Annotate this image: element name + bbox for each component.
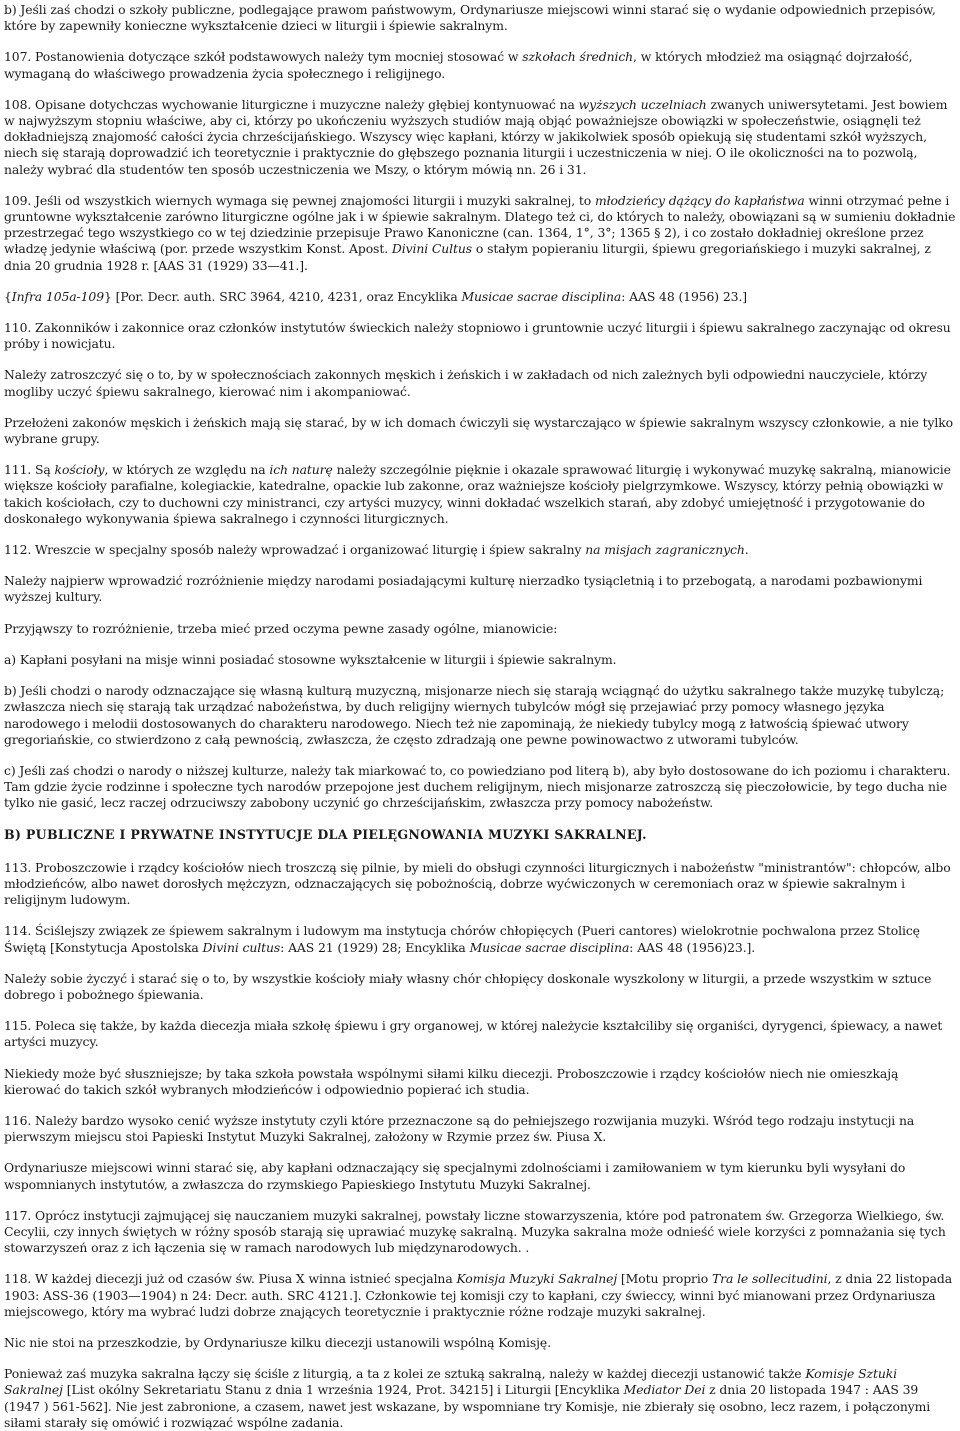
- paragraph-113: 113. Proboszczowie i rządcy kościołów niech troszczą się pilnie, by mieli do obsługi czynności liturgicznych i nabożeństw "ministrantów": chłopców, albo młodzieńców, albo nawet dorosłych mężczyzn, odznaczających się pobożnością, dobrze wyćwiczonych w ceremoniach oraz w śpiewie sakralnym i religijnym ludowym.: [4, 859, 951, 908]
- paragraph-116-b: Ordynariusze miejscowi winni starać się, aby kapłani odznaczający się specjalnymi zdolnościami i zamiłowaniem w tym kierunku byli wysyłani do wspomnianych instytutów, a zwłaszcza do rzymskiego Papieskiego Instytutu Muzyki Sakralnej.: [4, 1160, 906, 1192]
- paragraph-118: 118. W każdej diecezji już od czasów św. Piusa X winna istnieć specjalna Komisja Muzyki Sakralnej [Motu proprio Tra le sollecitudini, z dnia 22 listopada 1903: ASS-36 (1903—1904) n 24: Decr. auth. SRC 4121.]. Członkowie tej komisji czy to kapłani, czy świeccy, winni być mianowani przez Ordynariusza miejscowego, który ma wybrać ludzi dobrze znających teoretycznie i praktycznie różne rodzaje muzyki sakralnej.: [4, 1271, 952, 1319]
- paragraph-b-continued: b) Jeśli zaś chodzi o szkoły publiczne, podlegające prawom państwowym, Ordynariusze miejscowi winni starać się o wydanie odpowiednich przepisów, które by zapewniły konieczne wykształcenie dzieci w liturgii i śpiewie sakralnym.: [4, 2, 936, 34]
- paragraph-110: 110. Zakonników i zakonnice oraz członków instytutów świeckich należy stopniowo i gruntownie uczyć liturgii i śpiewu sakralnego zaczynając od okresu próby i nowicjatu.: [4, 320, 951, 352]
- paragraph-112-d: a) Kapłani posyłani na misje winni posiadać stosowne wykształcenie w liturgii i śpiewie sakralnym.: [4, 651, 617, 667]
- paragraph-110-c: Przełożeni zakonów męskich i żeńskich mają się starać, by w ich domach ćwiczyli się wystarczająco w śpiewie sakralnym wszyscy członkowie, a nie tylko wybrane grupy.: [4, 414, 954, 447]
- section-heading-b: B) PUBLICZNE I PRYWATNE INSTYTUCJE DLA PIELĘGNOWANIA MUZYKI SAKRALNEJ.: [4, 826, 647, 842]
- paragraph-114: 114. Ściślejszy związek ze śpiewem sakralnym i ludowym ma instytucja chórów chłopięcych (Pueri cantores) wielokrotnie pochwalona przez Stolicę Świętą [Konstytucja Apostolska Divini cultus: AAS 21 (1929) 28; Encyklika Musicae sacrae disciplina: AAS 48 (1956)23.].: [4, 923, 920, 955]
- paragraph-112-c: Przyjąwszy to rozróżnienie, trzeba mieć przed oczyma pewne zasady ogólne, mianowicie:: [4, 620, 558, 636]
- paragraph-114-b: Należy sobie życzyć i starać się o to, by wszystkie kościoły miały własny chór chłopięcy doskonale wyszkolony w liturgii, a przede wszystkim w sztuce dobrego i pobożnego śpiewania.: [4, 970, 932, 1002]
- paragraph-110-b: Należy zatroszczyć się o to, by w społecznościach zakonnych męskich i żeńskich i w zakładach od nich zależnych byli odpowiedni nauczyciele, którzy mogliby uczyć śpiewu sakralnego, kierować nim i akompaniować.: [4, 367, 928, 399]
- paragraph-109-reference: {Infra 105a-109} [Por. Decr. auth. SRC 3964, 4210, 4231, oraz Encyklika Musicae sacrae disciplina: AAS 48 (1956) 23.]: [4, 288, 748, 304]
- paragraph-117: 117. Oprócz instytucji zajmującej się nauczaniem muzyki sakralnej, powstały liczne stowarzyszenia, które pod patronatem św. Grzegorza Wielkiego, św. Cecylii, czy innych świętych w różny sposób starają się uprawiać muzykę sakralną. Muzyka sakralna może odnieść wiele korzyści z pomnażania się tych stowarzyszeń oraz z ich łączenia się w ramach narodowych lub międzynarodowych. .: [4, 1207, 946, 1256]
- paragraph-112-e: b) Jeśli chodzi o narody odznaczające się własną kulturą muzyczną, misjonarze niech się starają wciągnąć do użytku sakralnego także muzykę tubylczą; zwłaszcza niech się starają tak urządzać nabożeństwa, by duch religijny wiernych tubylców mógł się przejawiać przy pomocy własnego języka narodowego i melodii dostosowanych do charakteru narodowego. Niech też nie zapominają, że niekiedy tubylcy mogą z łatwością śpiewać utwory gregoriańskie, co stwierdzono z całą pewnością, zwłaszcza, że często zdradzają one pewne powinowactwo z utworami tubylców.: [4, 683, 945, 747]
- paragraph-118-b: Nic nie stoi na przeszkodzie, by Ordynariusze kilku diecezji ustanowili wspólną Komisję.: [4, 1334, 551, 1350]
- paragraph-111: 111. Są kościoły, w których ze względu na ich naturę należy szczególnie pięknie i okazale sprawować liturgię i wykonywać muzykę sakralną, mianowicie większe kościoły parafialne, kolegiackie, katedralne, opackie lub zakonne, oraz ważniejsze kościoły pielgrzymkowe. Wszyscy, którzy pełnią obowiązki w takich kościołach, czy to duchowni czy ministranci, czy artyści muzycy, winni dokładać wszelkich starań, aby zdobyć umiejętność i przygotowanie do doskonałego wykonywania śpiewa sakralnego i czynności liturgicznych.: [4, 462, 951, 526]
- paragraph-112-f: c) Jeśli zaś chodzi o narody o niższej kulturze, należy tak miarkować to, co powiedziano pod literą b), aby było dostosowane do ich poziomu i charakteru. Tam gdzie życie rodzinne i społeczne tych narodów przepojone jest duchem religijnym, niech misjonarze zatroszczą się pieczołowicie, by tego ducha nie tylko nie gasić, lecz raczej odrzuciwszy zabobony uczynić go chrześcijańskim, zwłaszcza przy pomocy nabożeństw.: [4, 762, 951, 811]
- paragraph-118-c: Ponieważ zaś muzyka sakralna łączy się ściśle z liturgią, a ta z kolei ze sztuką sakralną, należy w każdej diecezji ustanowić także Komisje Sztuki Sakralnej [List okólny Sekretariatu Stanu z dnia 1 września 1924, Prot. 34215] i Liturgii [Encyklika Mediator Dei z dnia 20 listopada 1947 : AAS 39 (1947 ) 561-562]. Nie jest zabronione, a czasem, nawet jest wskazane, by wspomniane try Komisje, nie zbierały się osobno, lecz razem, i połączonymi siłami starały się omówić i rozwiązać wspólne zadania.: [4, 1366, 931, 1430]
- paragraph-115: 115. Poleca się także, by każda diecezja miała szkołę śpiewu i gry organowej, w której należycie kształciliby się organiści, dyrygenci, śpiewacy, a nawet artyści muzycy.: [4, 1018, 943, 1050]
- paragraph-112-b: Należy najpierw wprowadzić rozróżnienie między narodami posiadającymi kulturę nierzadko tysiącletnią i to przebogatą, a narodami pozbawionymi wyższej kultury.: [4, 573, 923, 605]
- paragraph-116: 116. Należy bardzo wysoko cenić wyższe instytuty czyli które przeznaczone są do pełniejszego rozwijania muzyki. Wśród tego rodzaju instytucji na pierwszym miejscu stoi Papieski Instytut Muzyki Sakralnej, założony w Rzymie przez św. Piusa X.: [4, 1112, 915, 1145]
- paragraph-108: 108. Opisane dotychczas wychowanie liturgiczne i muzyczne należy głębiej kontynuować na wyższych uczelniach zwanych uniwersytetami. Jest bowiem w najwyższym stopniu właściwe, aby ci, którzy po ukończeniu wyższych studiów mają objąć poważniejsze obowiązki w społeczeństwie, osiągnęli też dokładniejszą znajomość całości życia chrześcijańskiego. Wszyscy więc kapłani, którzy w jakikolwiek sposób opiekują się studentami szkół wyższych, niech się starają doprowadzić ich teoretycznie i praktycznie do głębszego poznania liturgii i uczestniczenia w niej. O ile okoliczności na to pozwolą, należy wybrać dla studentów ten sposób uczestniczenia we Mszy, o którym mówią nn. 26 i 31.: [4, 96, 948, 177]
- paragraph-109: 109. Jeśli od wszystkich wiernych wymaga się pewnej znajomości liturgii i muzyki sakralnej, to młodzieńcy dążący do kapłaństwa winni otrzymać pełne i gruntowne wykształcenie zarówno liturgiczne ogólne jak i w śpiewie sakralnym. Dlatego też ci, do których to należy, obowiązani są w sumieniu dokładnie przestrzegać tego wszystkiego co w tej dziedzinie przepisuje Prawo Kanoniczne (can. 1364, 1°, 3°; 1365 § 2), i co zostało dokładniej określone przez władzę jedynie właściwą (por. przede wszystkim Konst. Apost. Divini Cultus o stałym popieraniu liturgii, śpiewu gregoriańskiego i muzyki sakralnej, z dnia 20 grudnia 1928 r. [AAS 31 (1929) 33—41.].: [4, 192, 956, 273]
- paragraph-112: 112. Wreszcie w specjalny sposób należy wprowadzać i organizować liturgię i śpiew sakralny na misjach zagranicznych.: [4, 542, 749, 558]
- paragraph-107: 107. Postanowienia dotyczące szkół podstawowych należy tym mocniej stosować w szkołach średnich, w których młodzież ma osiągnąć dojrzałość, wymaganą do właściwego prowadzenia życia społecznego i religijnego.: [4, 49, 913, 81]
- paragraph-115-b: Niekiedy może być słuszniejsze; by taka szkoła powstała wspólnymi siłami kilku diecezji. Proboszczowie i rządcy kościołów niech nie omieszkają kierować do takich szkół wybranych młodzieńców i odpowiednio popierać ich studia.: [4, 1065, 899, 1097]
